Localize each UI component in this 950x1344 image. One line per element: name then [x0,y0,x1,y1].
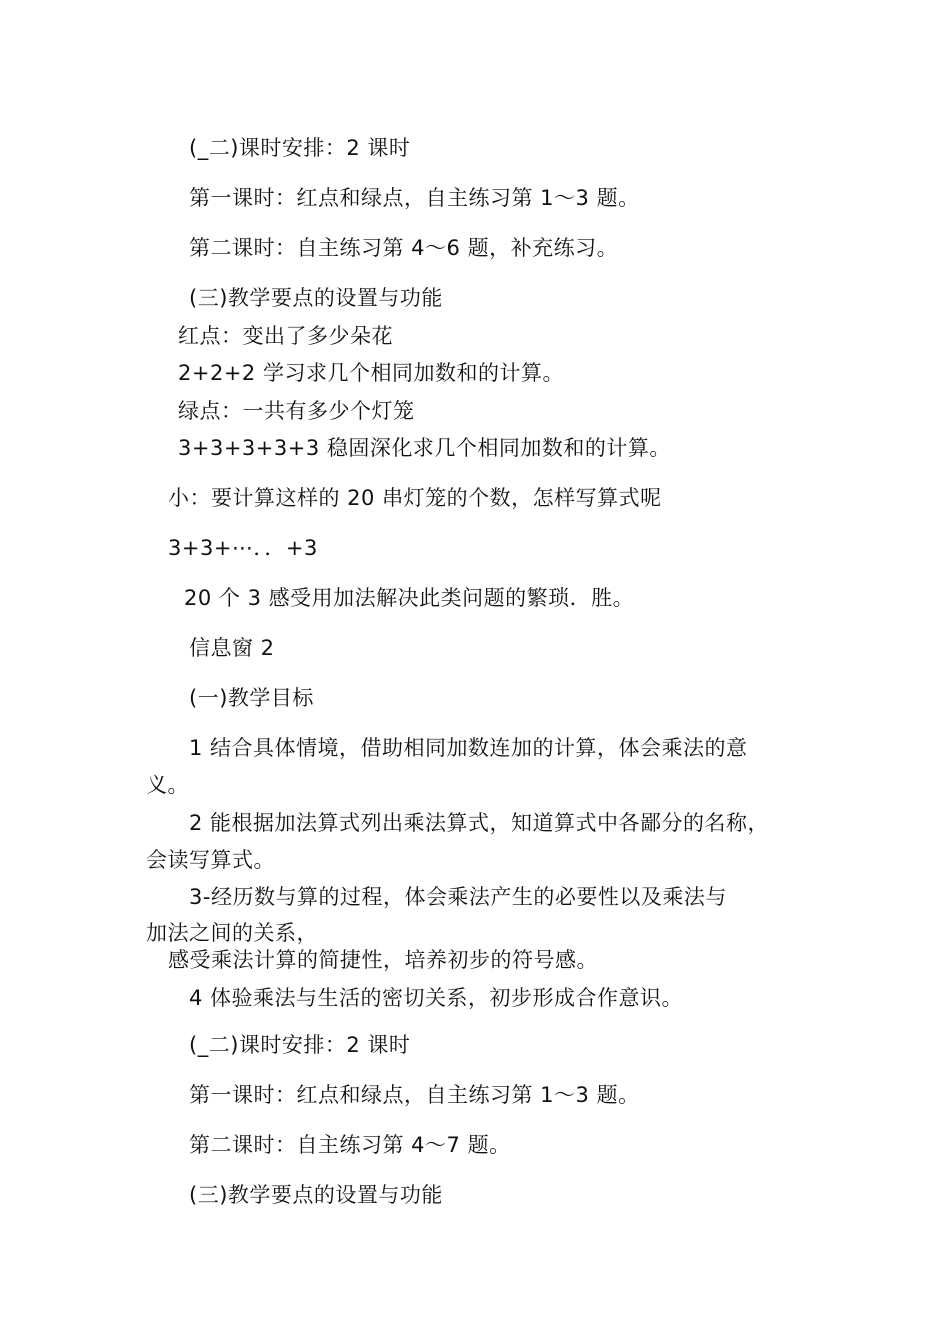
addition-expression: 3+3+⋯．．+3 [168,536,318,560]
goal-three-line-two: 加法之间的关系， [146,921,318,945]
green-point-text: 绿点：一共有多少个灯笼 [178,399,415,423]
green-point-detail: 3+3+3+3+3 稳固深化求几个相同加数和的计算。 [178,436,671,460]
lesson-two-text-2: 第二课时：自主练习第 4～7 题。 [189,1133,511,1157]
info-window-title: 信息窗 2 [189,636,275,660]
goal-two-line-one: 2 能根据加法算式列出乘法算式，知道算式中各鄙分的名称， [189,811,770,835]
section-schedule-heading-2: (_二)课时安排：2 课时 [189,1033,411,1057]
lesson-two-text: 第二课时：自主练习第 4～6 题，补充练习。 [189,236,619,260]
lesson-one-text: 第一课时：红点和绿点，自主练习第 1～3 题。 [189,186,640,210]
section-goals-heading: (一)教学目标 [189,686,314,710]
goal-four-text: 4 体验乘法与生活的密切关系，初步形成合作意识。 [189,986,684,1010]
section-key-points-heading: (三)教学要点的设置与功能 [189,286,443,310]
goal-one-line-two: 义。 [146,773,189,797]
red-point-detail: 2+2+2 学习求几个相同加数和的计算。 [178,361,564,385]
addition-reflection: 20 个 3 感受用加法解决此类问题的繁琐．胜。 [184,586,635,610]
goal-one-line-one: 1 结合具体情境，借助相同加数连加的计算，体会乘法的意 [189,736,748,760]
summary-question: 小：要计算这样的 20 串灯笼的个数，怎样写算式呢 [168,486,662,510]
goal-two-line-two: 会读写算式。 [146,848,275,872]
lesson-one-text-2: 第一课时：红点和绿点，自主练习第 1～3 题。 [189,1083,640,1107]
section-schedule-heading: (_二)课时安排：2 课时 [189,136,411,160]
goal-three-line-three: 感受乘法计算的简捷性，培养初步的符号感。 [168,948,598,972]
red-point-text: 红点：变出了多少朵花 [178,324,393,348]
goal-three-line-one: 3-经历数与算的过程，体会乘法产生的必要性以及乘法与 [189,885,727,909]
section-key-points-heading-2: (三)教学要点的设置与功能 [189,1183,443,1207]
